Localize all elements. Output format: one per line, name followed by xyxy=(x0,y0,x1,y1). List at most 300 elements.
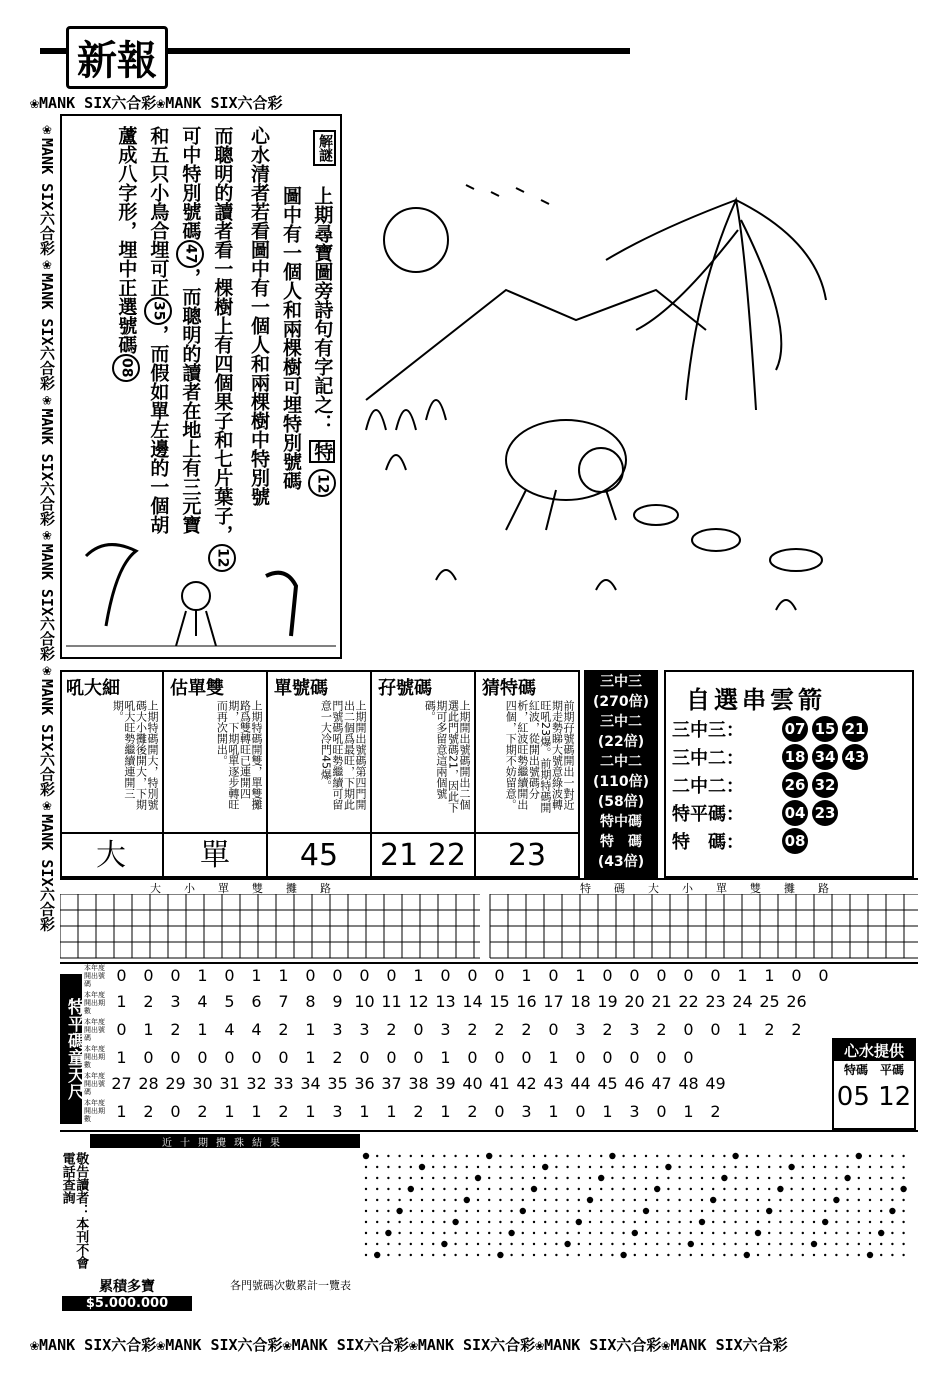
result-dot xyxy=(734,1243,736,1245)
stat-cell: 34 xyxy=(300,1074,321,1093)
result-dot xyxy=(578,1188,580,1190)
jackpot-box xyxy=(62,1276,192,1316)
odds-3: 三中二 xyxy=(600,714,642,730)
stat-cell: 2 xyxy=(602,1020,613,1039)
result-dot xyxy=(622,1232,624,1234)
result-dot xyxy=(600,1166,602,1168)
riddle-col-5: 可中特別號碼47，而聰明的讀者在地上有三元寶 xyxy=(176,126,204,534)
pick-row-4 xyxy=(672,827,912,855)
odds-column xyxy=(584,670,658,878)
result-dot xyxy=(766,1208,772,1214)
result-dot xyxy=(902,1232,904,1234)
result-dot xyxy=(802,1254,804,1256)
stat-cell: 1 xyxy=(116,1048,127,1067)
stat-cell: 1 xyxy=(116,1102,127,1121)
results-section xyxy=(60,1130,918,1332)
stat-cell: 3 xyxy=(170,992,181,1011)
result-dot xyxy=(365,1221,367,1223)
result-dot xyxy=(656,1254,658,1256)
result-dot xyxy=(622,1210,624,1212)
result-dot xyxy=(790,1254,792,1256)
result-dot xyxy=(891,1232,893,1234)
panel-result: 大 xyxy=(60,832,162,878)
stat-cell: 3 xyxy=(332,1020,343,1039)
stat-cell: 4 xyxy=(224,1020,235,1039)
result-dot xyxy=(678,1210,680,1212)
provider-sub: 特碼 平碼 xyxy=(843,1063,904,1077)
result-dot xyxy=(466,1155,468,1157)
result-dot xyxy=(880,1221,882,1223)
result-dot xyxy=(746,1221,748,1223)
result-dot xyxy=(824,1254,826,1256)
result-dot xyxy=(712,1166,714,1168)
result-dot xyxy=(690,1177,692,1179)
result-dot xyxy=(385,1230,391,1236)
result-dot xyxy=(454,1254,456,1256)
result-dot xyxy=(667,1177,669,1179)
result-dot xyxy=(632,1230,638,1236)
result-dot xyxy=(488,1243,490,1245)
stat-cell: 0 xyxy=(143,966,154,985)
result-dot xyxy=(566,1177,568,1179)
result-dot xyxy=(880,1188,882,1190)
stat-cell: 0 xyxy=(359,966,370,985)
result-dot xyxy=(712,1221,714,1223)
result-dot xyxy=(634,1199,636,1201)
pick-ball: 21 xyxy=(842,716,868,742)
result-dot xyxy=(858,1232,860,1234)
result-dot xyxy=(600,1254,602,1256)
stat-cell: 0 xyxy=(332,966,343,985)
result-dot xyxy=(690,1199,692,1201)
result-dot xyxy=(475,1175,481,1181)
stat-cell: 25 xyxy=(759,992,780,1011)
pick-row-0 xyxy=(672,715,912,743)
result-dot xyxy=(732,1153,738,1159)
result-dot xyxy=(880,1166,882,1168)
riddle-col-3: 心水清者若看圖中有一個人和兩棵樹中特別號 xyxy=(248,126,270,506)
result-dot xyxy=(710,1197,716,1203)
odds-10: (43倍) xyxy=(597,854,645,870)
result-dot xyxy=(522,1155,524,1157)
result-dot xyxy=(477,1243,479,1245)
result-dot xyxy=(533,1210,535,1212)
result-dot xyxy=(441,1241,447,1247)
result-dot xyxy=(454,1243,456,1245)
prediction-panel-4 xyxy=(476,670,580,878)
result-dot xyxy=(788,1164,794,1170)
result-dot xyxy=(690,1210,692,1212)
result-dot xyxy=(634,1166,636,1168)
result-dot xyxy=(365,1232,367,1234)
result-dot xyxy=(387,1155,389,1157)
result-dot xyxy=(544,1177,546,1179)
result-dot xyxy=(690,1188,692,1190)
result-dot xyxy=(555,1221,557,1223)
result-dot xyxy=(835,1221,837,1223)
result-dot xyxy=(835,1166,837,1168)
result-dot xyxy=(688,1241,694,1247)
stat-cell: 1 xyxy=(764,966,775,985)
result-dot xyxy=(846,1243,848,1245)
result-dot xyxy=(544,1254,546,1256)
result-dot xyxy=(891,1254,893,1256)
result-dot xyxy=(622,1166,624,1168)
stat-cell: 31 xyxy=(219,1074,240,1093)
stat-cell: 0 xyxy=(710,966,721,985)
panel-body: 前期孖號碼開出一對近期走勢睇大號意綠波轉旺吼23爆。前期特碼開紅波，從開出號碼分析，紅波旺勢繼續開出四個，下期不妨留意。 xyxy=(504,700,575,813)
result-dot xyxy=(443,1210,445,1212)
result-dot xyxy=(497,1252,503,1258)
result-dot xyxy=(544,1210,546,1212)
result-dot xyxy=(835,1232,837,1234)
result-dot xyxy=(477,1221,479,1223)
result-dot xyxy=(678,1177,680,1179)
result-dot xyxy=(622,1221,624,1223)
result-dot xyxy=(533,1199,535,1201)
result-dot xyxy=(578,1254,580,1256)
result-dot xyxy=(723,1166,725,1168)
result-dot xyxy=(656,1155,658,1157)
provider-title: 心水提供 xyxy=(834,1040,914,1061)
pick-ball: 32 xyxy=(812,772,838,798)
stat-cell: 11 xyxy=(381,992,402,1011)
stat-cell: 1 xyxy=(197,1020,208,1039)
result-dot xyxy=(902,1210,904,1212)
result-dot xyxy=(410,1210,412,1212)
result-dot xyxy=(802,1155,804,1157)
stat-cell: 0 xyxy=(170,1102,181,1121)
stat-cell: 3 xyxy=(332,1102,343,1121)
result-dot xyxy=(846,1199,848,1201)
stat-cell: 0 xyxy=(575,1102,586,1121)
result-dot xyxy=(421,1210,423,1212)
result-dot xyxy=(566,1199,568,1201)
result-dot xyxy=(869,1199,871,1201)
stat-cell: 46 xyxy=(624,1074,645,1093)
riddle-col-7: 蘆成八字形，埋中正選號碼08 xyxy=(112,126,140,382)
stat-cell: 0 xyxy=(467,966,478,985)
result-dot xyxy=(712,1188,714,1190)
result-dot xyxy=(611,1210,613,1212)
result-dot xyxy=(589,1188,591,1190)
results-dots xyxy=(360,1136,916,1276)
stat-cell: 1 xyxy=(251,966,262,985)
result-dot xyxy=(790,1232,792,1234)
stat-cell: 0 xyxy=(629,966,640,985)
result-dot xyxy=(634,1254,636,1256)
result-dot xyxy=(544,1232,546,1234)
stat-cell: 38 xyxy=(408,1074,429,1093)
result-dot xyxy=(486,1153,492,1159)
pick-ball: 34 xyxy=(812,744,838,770)
result-dot xyxy=(768,1254,770,1256)
result-dot xyxy=(589,1254,591,1256)
result-dot xyxy=(667,1254,669,1256)
result-dot xyxy=(645,1221,647,1223)
stat-cell: 27 xyxy=(111,1074,132,1093)
stat-row-label: 本年度開出號碼 xyxy=(84,1072,105,1096)
result-dot xyxy=(712,1210,714,1212)
result-dot xyxy=(578,1155,580,1157)
result-dot xyxy=(858,1221,860,1223)
stat-cell: 2 xyxy=(332,1048,343,1067)
stat-cell: 0 xyxy=(224,966,235,985)
result-dot xyxy=(410,1254,412,1256)
result-dot xyxy=(587,1197,593,1203)
result-dot xyxy=(757,1188,759,1190)
result-dot xyxy=(802,1188,804,1190)
result-dot xyxy=(544,1188,546,1190)
result-dot xyxy=(578,1166,580,1168)
results-header: 近十期攪珠結果 xyxy=(90,1134,360,1148)
stat-cell: 1 xyxy=(251,1102,262,1121)
result-dot xyxy=(858,1243,860,1245)
result-dot xyxy=(645,1199,647,1201)
result-dot xyxy=(824,1166,826,1168)
result-dot xyxy=(656,1177,658,1179)
result-dot xyxy=(656,1199,658,1201)
panel-result: 45 xyxy=(268,832,370,878)
result-dot xyxy=(510,1221,512,1223)
result-dot xyxy=(611,1177,613,1179)
result-dot xyxy=(365,1243,367,1245)
stat-cell: 2 xyxy=(143,992,154,1011)
stat-cell: 0 xyxy=(170,966,181,985)
result-dot xyxy=(510,1155,512,1157)
result-dot xyxy=(667,1188,669,1190)
result-dot xyxy=(398,1221,400,1223)
result-dot xyxy=(665,1164,671,1170)
panel-body: 上期開出號碼開出二個選此門號碼21，因此下期可多留意這兩個號碼。 xyxy=(423,700,471,813)
result-dot xyxy=(421,1177,423,1179)
result-dot xyxy=(443,1177,445,1179)
stat-cell: 30 xyxy=(192,1074,213,1093)
result-dot xyxy=(611,1166,613,1168)
stat-cell: 49 xyxy=(705,1074,726,1093)
stat-cell: 21 xyxy=(651,992,672,1011)
result-dot xyxy=(768,1243,770,1245)
stat-cell: 29 xyxy=(165,1074,186,1093)
stat-cell: 1 xyxy=(278,966,289,985)
result-dot xyxy=(779,1243,781,1245)
result-dot xyxy=(846,1221,848,1223)
pick-ball: 23 xyxy=(812,800,838,826)
result-dot xyxy=(510,1177,512,1179)
result-dot xyxy=(643,1208,649,1214)
result-dot xyxy=(611,1188,613,1190)
stat-cell: 3 xyxy=(629,1102,640,1121)
result-dot xyxy=(387,1254,389,1256)
result-dot xyxy=(880,1177,882,1179)
result-dot xyxy=(802,1221,804,1223)
result-dot xyxy=(858,1210,860,1212)
result-dot xyxy=(734,1221,736,1223)
result-dot xyxy=(891,1221,893,1223)
result-dot xyxy=(746,1177,748,1179)
stat-cell: 18 xyxy=(570,992,591,1011)
result-dot xyxy=(645,1188,647,1190)
prediction-panel-0 xyxy=(60,670,164,878)
result-dot xyxy=(466,1243,468,1245)
stat-cell: 26 xyxy=(786,992,807,1011)
stat-cell: 23 xyxy=(705,992,726,1011)
result-dot xyxy=(645,1166,647,1168)
result-dot xyxy=(421,1199,423,1201)
stat-cell: 0 xyxy=(143,1048,154,1067)
pick-row-2 xyxy=(672,771,912,799)
result-dot xyxy=(813,1210,815,1212)
stat-cell: 2 xyxy=(278,1020,289,1039)
result-dot xyxy=(757,1177,759,1179)
result-dot xyxy=(790,1199,792,1201)
stat-cell: 1 xyxy=(602,1102,613,1121)
result-dot xyxy=(779,1210,781,1212)
result-dot xyxy=(880,1210,882,1212)
result-dot xyxy=(522,1243,524,1245)
stat-cell: 0 xyxy=(116,966,127,985)
stat-cell: 2 xyxy=(413,1102,424,1121)
result-dot xyxy=(902,1155,904,1157)
result-dot xyxy=(510,1254,512,1256)
stat-cell: 43 xyxy=(543,1074,564,1093)
result-dot xyxy=(488,1177,490,1179)
brand-strip-left: ❀MANK SIX六合彩❀MANK SIX六合彩❀MANK SIX六合彩❀MANK SIX六合彩❀MANK SIX六合彩❀MANK SIX六合彩 xyxy=(38,120,56,932)
panel-title: 孖號碼 xyxy=(378,678,432,699)
result-dot xyxy=(410,1155,412,1157)
result-dot xyxy=(555,1155,557,1157)
result-dot xyxy=(555,1232,557,1234)
result-dot xyxy=(477,1188,479,1190)
result-dot xyxy=(701,1254,703,1256)
stat-cell: 4 xyxy=(197,992,208,1011)
result-dot xyxy=(376,1199,378,1201)
result-dot xyxy=(779,1155,781,1157)
stat-cell: 12 xyxy=(408,992,429,1011)
result-dot xyxy=(454,1166,456,1168)
result-dot xyxy=(712,1155,714,1157)
result-dot xyxy=(522,1166,524,1168)
result-dot xyxy=(846,1210,848,1212)
result-dot xyxy=(667,1221,669,1223)
result-dot xyxy=(477,1199,479,1201)
result-dot xyxy=(835,1254,837,1256)
result-dot xyxy=(779,1177,781,1179)
result-dot xyxy=(734,1166,736,1168)
result-dot xyxy=(533,1155,535,1157)
result-dot xyxy=(432,1177,434,1179)
result-dot xyxy=(701,1199,703,1201)
result-dot xyxy=(374,1252,380,1258)
result-dot xyxy=(609,1153,615,1159)
stat-cell: 2 xyxy=(791,1020,802,1039)
result-dot xyxy=(611,1221,613,1223)
result-dot xyxy=(421,1243,423,1245)
result-dot xyxy=(802,1166,804,1168)
riddle-col-1: 上期尋寶圖旁詩句有字記之： 特 12 xyxy=(308,186,336,497)
result-dot xyxy=(477,1254,479,1256)
result-dot xyxy=(690,1254,692,1256)
result-dot xyxy=(578,1232,580,1234)
result-dot xyxy=(712,1254,714,1256)
result-dot xyxy=(363,1153,369,1159)
result-dot xyxy=(734,1199,736,1201)
result-dot xyxy=(768,1232,770,1234)
result-dot xyxy=(555,1177,557,1179)
result-dot xyxy=(768,1177,770,1179)
result-dot xyxy=(746,1232,748,1234)
streak-right-header: 特 碼 大 小 單 雙 攤 路 xyxy=(580,882,835,895)
result-dot xyxy=(846,1166,848,1168)
stat-cell: 0 xyxy=(548,966,559,985)
stat-cell: 0 xyxy=(683,966,694,985)
result-dot xyxy=(734,1232,736,1234)
result-dot xyxy=(723,1232,725,1234)
stat-cell: 2 xyxy=(710,1102,721,1121)
result-dot xyxy=(555,1254,557,1256)
result-dot xyxy=(452,1219,458,1225)
result-dot xyxy=(678,1232,680,1234)
stat-cell: 0 xyxy=(386,966,397,985)
result-dot xyxy=(701,1166,703,1168)
result-dot xyxy=(410,1166,412,1168)
result-dot xyxy=(398,1155,400,1157)
result-dot xyxy=(734,1177,736,1179)
stat-row-label: 本年度開出期數 xyxy=(84,991,105,1015)
stat-cell: 1 xyxy=(305,1102,316,1121)
brand-strip-top: ❀MANK SIX六合彩❀MANK SIX六合彩 xyxy=(30,94,283,112)
notice-text: 敬告讀者：本刊不會電話查詢 xyxy=(59,1152,89,1269)
result-dot xyxy=(533,1243,535,1245)
result-dot xyxy=(421,1221,423,1223)
result-dot xyxy=(408,1186,414,1192)
result-dot xyxy=(824,1243,826,1245)
result-dot xyxy=(611,1199,613,1201)
stat-cell: 40 xyxy=(462,1074,483,1093)
result-dot xyxy=(813,1188,815,1190)
result-dot xyxy=(734,1254,736,1256)
result-dot xyxy=(566,1188,568,1190)
result-dot xyxy=(869,1210,871,1212)
result-dot xyxy=(880,1199,882,1201)
result-dot xyxy=(522,1221,524,1223)
result-dot xyxy=(589,1166,591,1168)
stat-cell: 13 xyxy=(435,992,456,1011)
result-dot xyxy=(432,1221,434,1223)
stat-cell: 35 xyxy=(327,1074,348,1093)
result-dot xyxy=(443,1254,445,1256)
panel-result: 23 xyxy=(476,832,578,878)
panel-body: 上期開出號碼第四門開出二個爲最旺，下期此門號碼吼旺勢繼續可留意一大冷門45爆。 xyxy=(319,700,367,810)
result-dot xyxy=(376,1166,378,1168)
result-dot xyxy=(779,1232,781,1234)
result-dot xyxy=(891,1199,893,1201)
result-dot xyxy=(464,1197,470,1203)
stat-cell: 16 xyxy=(516,992,537,1011)
pick-ball: 04 xyxy=(782,800,808,826)
result-dot xyxy=(443,1155,445,1157)
result-dot xyxy=(622,1243,624,1245)
stat-cell: 7 xyxy=(278,992,289,1011)
result-dot xyxy=(835,1177,837,1179)
result-dot xyxy=(466,1221,468,1223)
result-dot xyxy=(757,1155,759,1157)
result-dot xyxy=(790,1210,792,1212)
stat-cell: 1 xyxy=(305,1020,316,1039)
result-dot xyxy=(398,1188,400,1190)
result-dot xyxy=(779,1254,781,1256)
result-dot xyxy=(678,1243,680,1245)
